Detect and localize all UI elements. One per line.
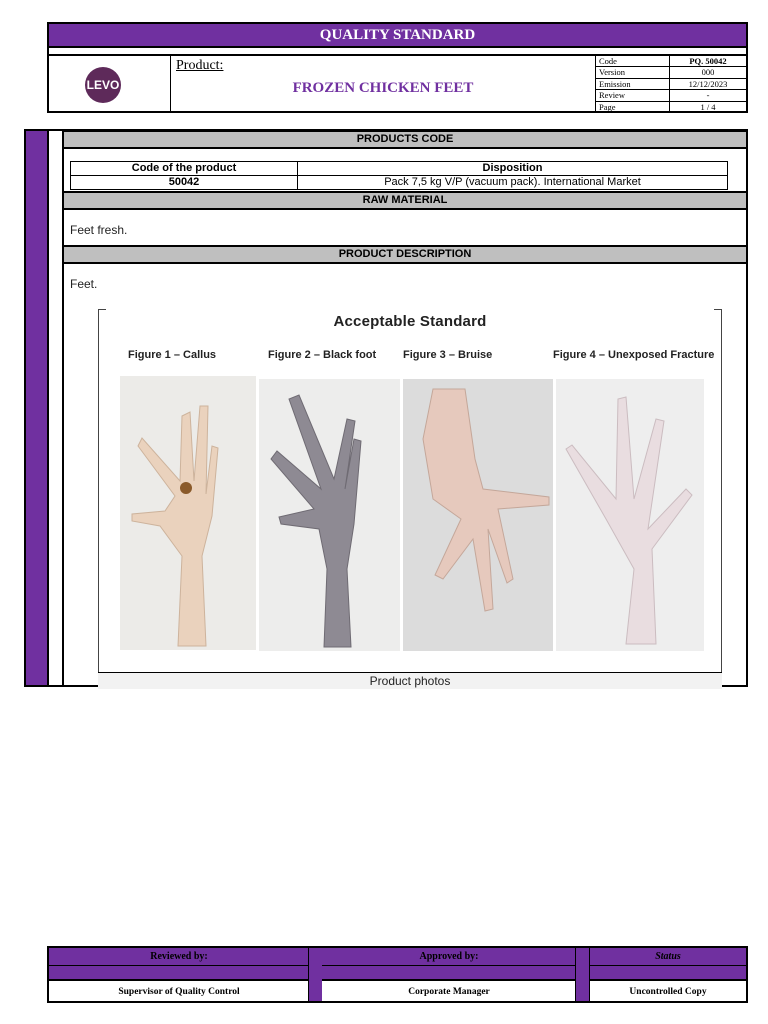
acceptable-standard-title: Acceptable Standard [333,313,487,330]
meta-value: 12/12/2023 [688,78,728,89]
disposition-cell: Pack 7,5 kg V/P (vacuum pack). International Market [298,176,728,190]
product-cell [171,56,596,111]
meta-row-version [596,67,746,78]
header-spacer [49,48,746,56]
document-meta-table [596,56,746,111]
figure-1-caption: Figure 1 – Callus [128,349,217,361]
figure-2-caption: Figure 2 – Black foot [268,349,377,361]
meta-key: Review [596,90,670,100]
meta-value: PQ. 50042 [689,56,727,66]
footer-reviewed-column [49,948,309,1001]
document-header [47,22,748,113]
photos-caption: Product photos [98,672,722,689]
frame-tick-right [714,309,722,310]
document-title: QUALITY STANDARD [49,24,746,48]
footer-separator [575,948,590,1001]
meta-key: Code [596,56,670,66]
approver-role: Corporate Manager [322,981,576,1001]
status-band [590,966,746,981]
logo-text: LEVO [86,78,120,92]
photo-panel [98,309,722,689]
meta-row-emission [596,79,746,90]
footer-approved-column [322,948,576,1001]
product-label: Product: [176,58,224,73]
figure-3-photo [403,379,553,651]
col-code-header: Code of the product [71,162,298,176]
reviewed-by-label: Reviewed by: [49,948,309,966]
figure-1-photo [120,376,256,650]
meta-key: Emission [596,79,670,89]
approved-by-label: Approved by: [322,948,576,966]
figure-4-caption: Figure 4 – Unexposed Fracture [553,349,715,361]
frame-left-rule [98,309,99,689]
body-content [64,131,746,688]
meta-value: 000 [701,67,715,78]
logo-cell [49,56,171,111]
signature-footer [47,946,748,1003]
meta-key: Version [596,67,670,77]
footer-status-column [590,948,746,1001]
side-margin [49,131,64,685]
col-disposition-header: Disposition [298,162,728,176]
table-row [71,176,728,190]
product-code-cell: 50042 [71,176,298,190]
side-accent-bar [26,131,49,685]
raw-material-heading: RAW MATERIAL [64,191,746,210]
meta-row-review [596,90,746,101]
products-code-table [70,161,728,190]
table-header-row [71,162,728,176]
status-value: Uncontrolled Copy [590,981,746,1001]
frame-right-rule [721,309,722,689]
raw-material-text: Feet fresh. [70,223,128,237]
meta-row-page [596,102,746,112]
product-description-heading: PRODUCT DESCRIPTION [64,245,746,264]
product-description-text: Feet. [70,277,98,291]
meta-value: - [706,90,710,101]
company-logo [85,67,121,103]
figure-2-photo [259,379,400,651]
document-body [24,129,748,687]
reviewed-signature-band [49,966,309,981]
figure-4-photo [556,379,704,651]
footer-separator [308,948,323,1001]
meta-value: 1 / 4 [700,101,716,112]
reviewer-role: Supervisor of Quality Control [49,981,309,1001]
approved-signature-band [322,966,576,981]
status-label: Status [590,948,746,966]
products-code-heading: PRODUCTS CODE [64,130,746,149]
meta-row-code [596,56,746,67]
figure-3-caption: Figure 3 – Bruise [403,349,493,361]
product-name: FROZEN CHICKEN FEET [292,80,474,96]
frame-tick-left [98,309,106,310]
meta-key: Page [596,102,670,112]
